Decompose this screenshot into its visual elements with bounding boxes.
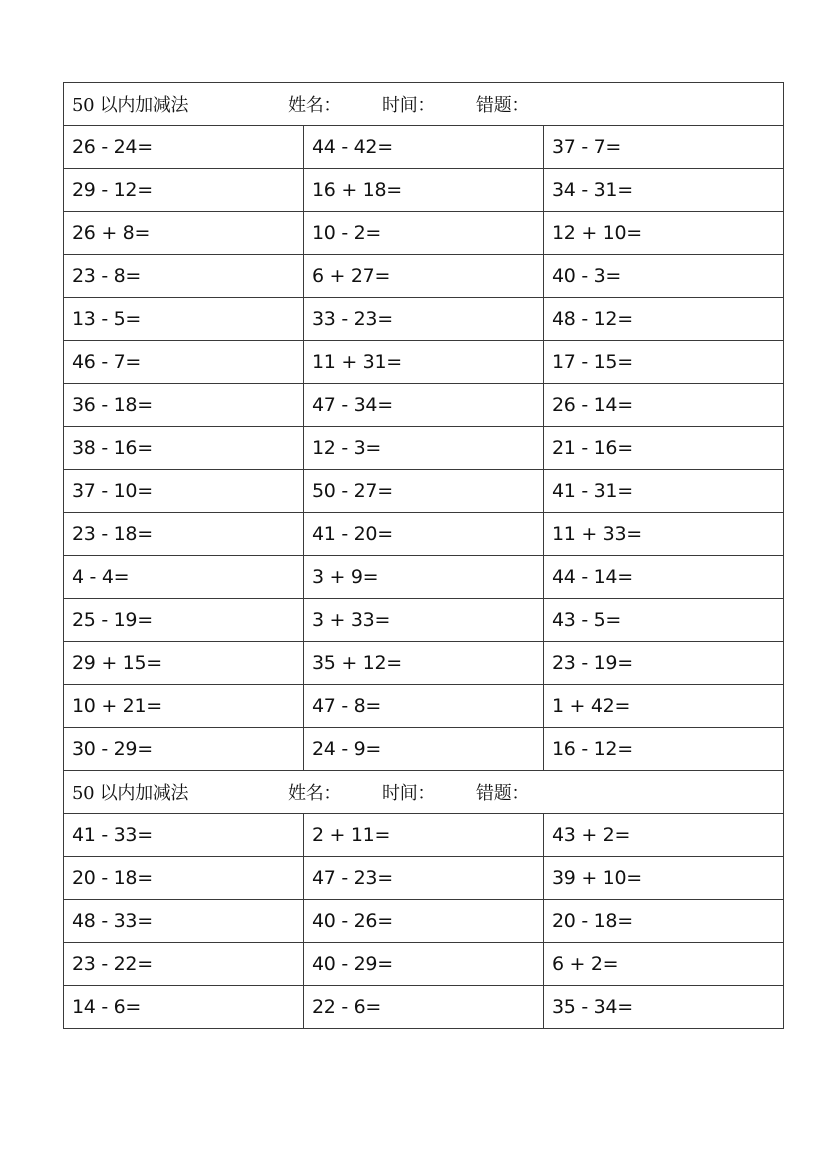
problem-row [64,814,784,857]
problem-cell: 40 - 3= [544,255,784,298]
worksheet-body [64,83,784,1029]
problem-cell: 37 - 7= [544,126,784,169]
problem-cell: 34 - 31= [544,169,784,212]
problem-cell: 43 + 2= [544,814,784,857]
problem-row [64,169,784,212]
problem-cell: 47 - 23= [304,857,544,900]
problem-cell: 12 - 3= [304,427,544,470]
problem-cell: 2 + 11= [304,814,544,857]
problem-row [64,427,784,470]
problem-cell: 11 + 31= [304,341,544,384]
errors-label: 错题： [476,95,530,116]
problem-cell: 13 - 5= [64,298,304,341]
problem-cell: 21 - 16= [544,427,784,470]
problem-cell: 41 - 33= [64,814,304,857]
problem-row [64,943,784,986]
problem-cell: 1 + 42= [544,685,784,728]
problem-row [64,298,784,341]
problem-row [64,126,784,169]
problem-cell: 43 - 5= [544,599,784,642]
problem-cell: 6 + 27= [304,255,544,298]
problem-cell: 33 - 23= [304,298,544,341]
problem-cell: 20 - 18= [64,857,304,900]
problem-cell: 23 - 18= [64,513,304,556]
problem-cell: 25 - 19= [64,599,304,642]
worksheet-title: 50 以内加减法 [72,95,189,116]
problem-row [64,255,784,298]
problem-cell: 26 + 8= [64,212,304,255]
problem-cell: 6 + 2= [544,943,784,986]
problem-cell: 20 - 18= [544,900,784,943]
problem-cell: 35 + 12= [304,642,544,685]
problem-cell: 23 - 22= [64,943,304,986]
problem-cell: 37 - 10= [64,470,304,513]
time-label: 时间： [382,783,436,804]
problem-cell: 12 + 10= [544,212,784,255]
problem-cell: 4 - 4= [64,556,304,599]
problem-cell: 23 - 8= [64,255,304,298]
problem-cell: 10 + 21= [64,685,304,728]
problem-row [64,900,784,943]
problem-cell: 41 - 31= [544,470,784,513]
problem-cell: 48 - 12= [544,298,784,341]
problem-cell: 16 + 18= [304,169,544,212]
problem-row [64,857,784,900]
worksheet-title: 50 以内加减法 [72,783,189,804]
problem-cell: 47 - 8= [304,685,544,728]
problem-cell: 29 + 15= [64,642,304,685]
problem-row [64,599,784,642]
worksheet-header-row [64,771,784,814]
problem-cell: 30 - 29= [64,728,304,771]
problem-cell: 11 + 33= [544,513,784,556]
problem-cell: 23 - 19= [544,642,784,685]
time-label: 时间： [382,95,436,116]
name-label: 姓名： [288,95,342,116]
problem-row [64,212,784,255]
problem-row [64,986,784,1029]
problem-row [64,513,784,556]
problem-cell: 24 - 9= [304,728,544,771]
problem-row [64,642,784,685]
problem-row [64,384,784,427]
problem-cell: 40 - 29= [304,943,544,986]
worksheet-table [63,82,784,1029]
worksheet-header [64,83,784,126]
problem-cell: 10 - 2= [304,212,544,255]
problem-cell: 35 - 34= [544,986,784,1029]
problem-cell: 44 - 14= [544,556,784,599]
problem-cell: 36 - 18= [64,384,304,427]
problem-cell: 16 - 12= [544,728,784,771]
problem-cell: 3 + 33= [304,599,544,642]
problem-row [64,556,784,599]
problem-row [64,470,784,513]
problem-cell: 50 - 27= [304,470,544,513]
problem-row [64,341,784,384]
problem-row [64,728,784,771]
problem-cell: 29 - 12= [64,169,304,212]
problem-cell: 26 - 24= [64,126,304,169]
problem-cell: 47 - 34= [304,384,544,427]
worksheet-header [64,771,784,814]
problem-cell: 44 - 42= [304,126,544,169]
problem-cell: 14 - 6= [64,986,304,1029]
name-label: 姓名： [288,783,342,804]
problem-cell: 46 - 7= [64,341,304,384]
problem-cell: 39 + 10= [544,857,784,900]
problem-cell: 17 - 15= [544,341,784,384]
problem-cell: 40 - 26= [304,900,544,943]
problem-cell: 41 - 20= [304,513,544,556]
problem-cell: 38 - 16= [64,427,304,470]
worksheet-header-row [64,83,784,126]
problem-cell: 26 - 14= [544,384,784,427]
errors-label: 错题： [476,783,530,804]
problem-cell: 48 - 33= [64,900,304,943]
problem-cell: 3 + 9= [304,556,544,599]
problem-cell: 22 - 6= [304,986,544,1029]
problem-row [64,685,784,728]
